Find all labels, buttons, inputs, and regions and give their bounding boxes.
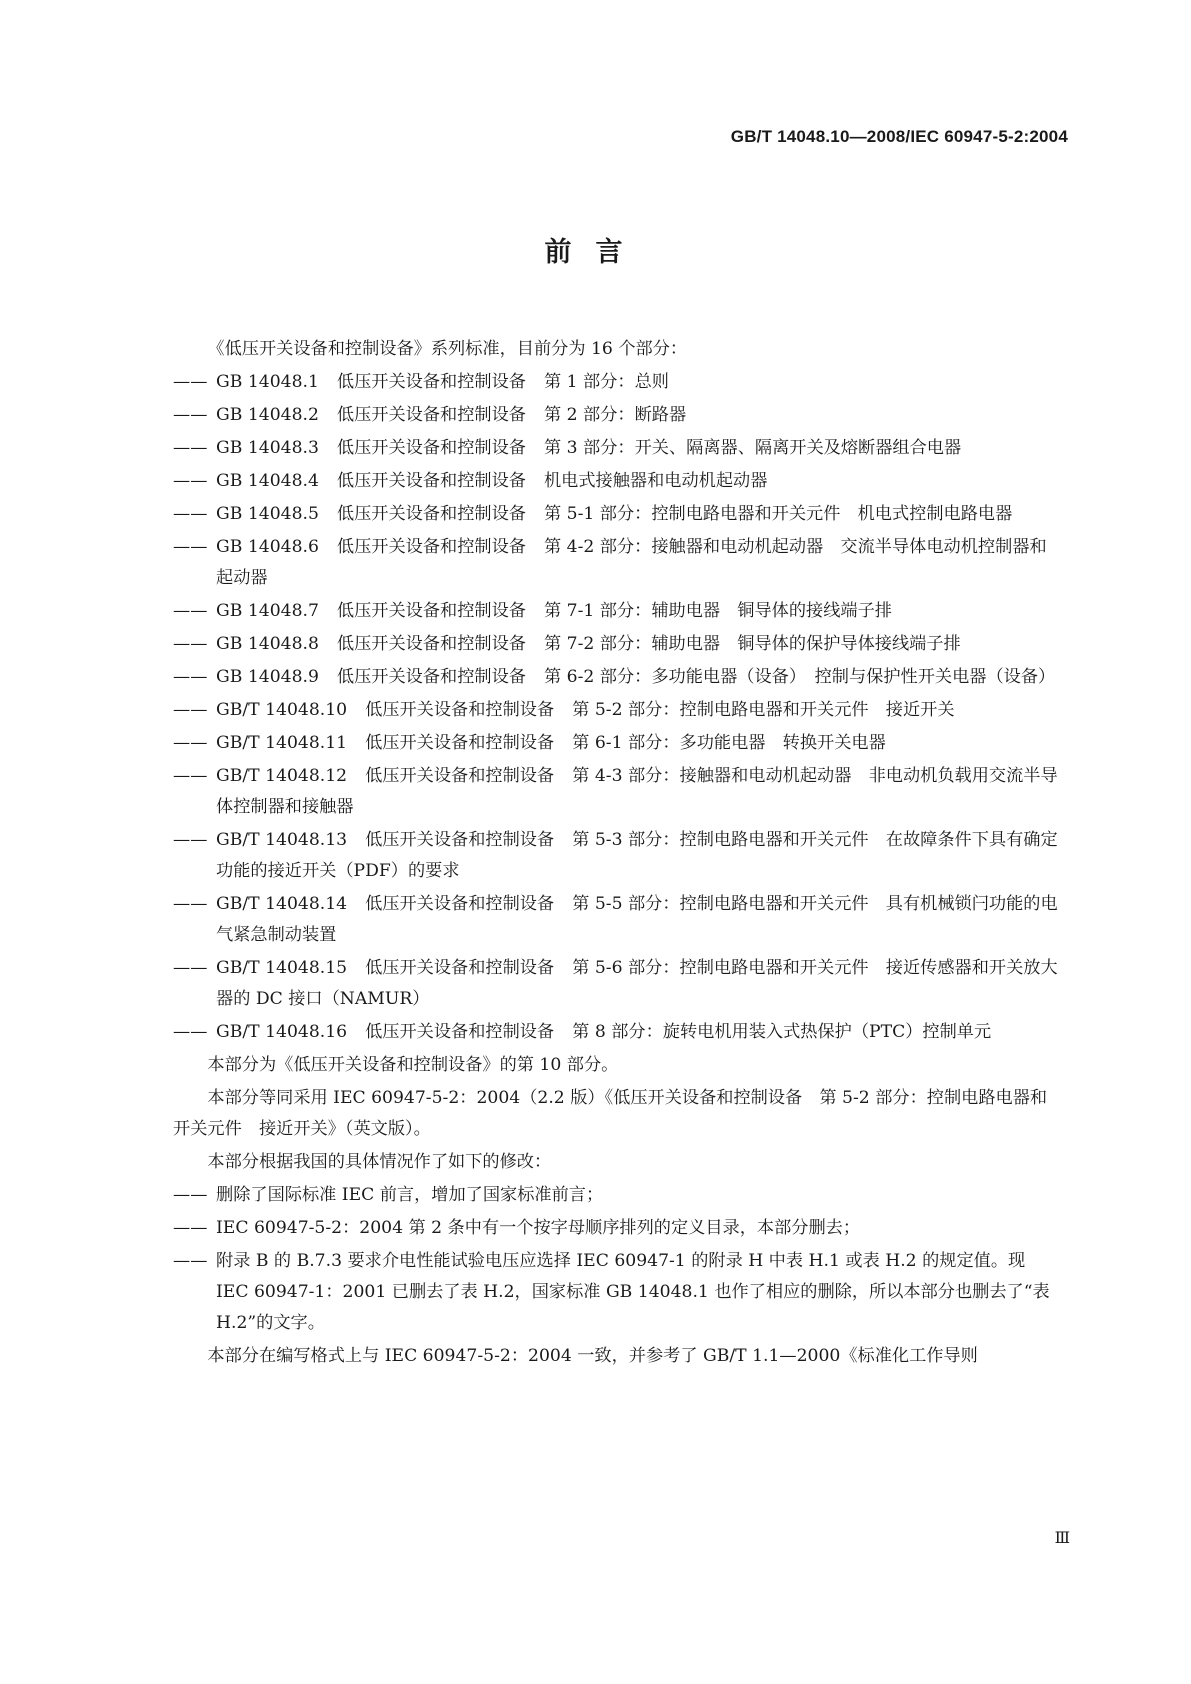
standard-name: 低压开关设备和控制设备	[336, 504, 526, 524]
standard-code: GB 14048.7	[216, 601, 319, 621]
standard-code: GB/T 14048.15	[216, 958, 348, 978]
standard-code: GB/T 14048.13	[216, 830, 348, 850]
list-item	[173, 532, 1059, 594]
standard-part: 第 5-5 部分：控制电路电器和开关元件 具有机械锁闩功能的电气紧急制动装置	[216, 894, 1058, 945]
standard-code: GB/T 14048.11	[216, 733, 348, 753]
standard-name: 低压开关设备和控制设备	[365, 894, 555, 914]
list-item	[173, 953, 1059, 1015]
dash: ——	[173, 958, 208, 978]
standard-name: 低压开关设备和控制设备	[336, 372, 526, 392]
modification-text: 附录 B 的 B.7.3 要求介电性能试验电压应选择 IEC 60947-1 的附录 H 中表 H.1 或表 H.2 的规定值。现 IEC 60947-1：2001 已删去了表 H.2，国家标准 GB 14048.1 也作了相应的删除，所以本部分也删去了“表 H.2”的文字。	[216, 1251, 1050, 1333]
list-item	[173, 761, 1059, 823]
dash: ——	[173, 766, 208, 786]
standard-name: 低压开关设备和控制设备	[365, 1022, 555, 1042]
list-item	[173, 629, 1059, 660]
standard-name: 低压开关设备和控制设备	[336, 537, 526, 557]
list-item	[173, 1213, 1059, 1244]
standard-part: 机电式接触器和电动机起动器	[543, 471, 768, 491]
standard-name: 低压开关设备和控制设备	[365, 830, 555, 850]
list-item	[173, 662, 1059, 693]
list-item	[173, 728, 1059, 759]
modification-intro: 本部分根据我国的具体情况作了如下的修改：	[207, 1152, 552, 1172]
standard-code: GB/T 14048.14	[216, 894, 348, 914]
list-item	[173, 433, 1059, 464]
list-item	[173, 1180, 1059, 1211]
standard-name: 低压开关设备和控制设备	[336, 634, 526, 654]
standard-code: GB/T 14048.10	[216, 700, 348, 720]
dash: ——	[173, 733, 208, 753]
list-item	[173, 889, 1059, 951]
adoption-paragraph: 本部分等同采用 IEC 60947-5-2：2004（2.2 版）《低压开关设备和控制设备 第 5-2 部分：控制电路电器和开关元件 接近开关》（英文版）。	[173, 1088, 1048, 1139]
intro-paragraph: 《低压开关设备和控制设备》系列标准，目前分为 16 个部分：	[207, 339, 688, 359]
list-item	[173, 825, 1059, 887]
dash: ——	[173, 1218, 208, 1238]
part-paragraph: 本部分为《低压开关设备和控制设备》的第 10 部分。	[207, 1055, 619, 1075]
list-item	[173, 400, 1059, 431]
dash: ——	[173, 471, 208, 491]
standard-part: 第 5-2 部分：控制电路电器和开关元件 接近开关	[572, 700, 955, 720]
standard-name: 低压开关设备和控制设备	[365, 733, 555, 753]
page-number: Ⅲ	[1054, 1528, 1070, 1547]
modification-text: 删除了国际标准 IEC 前言，增加了国家标准前言；	[216, 1185, 604, 1205]
dash: ——	[173, 537, 208, 557]
dash: ——	[173, 504, 208, 524]
list-item	[173, 596, 1059, 627]
modification-text: IEC 60947-5-2：2004 第 2 条中有一个按字母顺序排列的定义目录，本部分删去；	[216, 1218, 861, 1238]
standard-name: 低压开关设备和控制设备	[336, 471, 526, 491]
dash: ——	[173, 601, 208, 621]
dash: ——	[173, 830, 208, 850]
standard-code: GB 14048.8	[216, 634, 319, 654]
standard-part: 第 7-2 部分：辅助电器 铜导体的保护导体接线端子排	[543, 634, 961, 654]
dash: ——	[173, 405, 208, 425]
list-item	[173, 499, 1059, 530]
standard-part: 第 2 部分：断路器	[543, 405, 687, 425]
dash: ——	[173, 894, 208, 914]
standards-list	[173, 367, 1059, 1048]
standard-part: 第 5-1 部分：控制电路电器和开关元件 机电式控制电路电器	[543, 504, 1013, 524]
list-item	[173, 466, 1059, 497]
page-title: 前言	[544, 237, 647, 268]
standard-code: GB/T 14048.12	[216, 766, 348, 786]
list-item	[173, 1017, 1059, 1048]
standard-code: GB 14048.1	[216, 372, 319, 392]
standard-part: 第 4-2 部分：接触器和电动机起动器 交流半导体电动机控制器和起动器	[216, 537, 1047, 588]
modifications-list	[173, 1180, 1059, 1339]
standard-name: 低压开关设备和控制设备	[365, 700, 555, 720]
dash: ——	[173, 700, 208, 720]
standard-code: GB 14048.2	[216, 405, 319, 425]
standard-code-header: GB/T 14048.10—2008/IEC 60947-5-2:2004	[730, 127, 1068, 146]
standard-code: GB 14048.9	[216, 667, 319, 687]
format-paragraph: 本部分在编写格式上与 IEC 60947-5-2：2004 一致，并参考了 GB/T 1.1—2000《标准化工作导则	[207, 1346, 978, 1366]
standard-name: 低压开关设备和控制设备	[365, 958, 555, 978]
standard-part: 第 1 部分：总则	[543, 372, 669, 392]
standard-part: 第 7-1 部分：辅助电器 铜导体的接线端子排	[543, 601, 892, 621]
dash: ——	[173, 667, 208, 687]
standard-part: 第 3 部分：开关、隔离器、隔离开关及熔断器组合电器	[543, 438, 962, 458]
standard-part: 第 6-1 部分：多功能电器 转换开关电器	[572, 733, 886, 753]
standard-code: GB 14048.4	[216, 471, 319, 491]
standard-part: 第 5-6 部分：控制电路电器和开关元件 接近传感器和开关放大器的 DC 接口（NAMUR）	[216, 958, 1058, 1009]
list-item	[173, 367, 1059, 398]
standard-code: GB 14048.3	[216, 438, 319, 458]
standard-name: 低压开关设备和控制设备	[336, 405, 526, 425]
list-item	[173, 695, 1059, 726]
standard-part: 第 5-3 部分：控制电路电器和开关元件 在故障条件下具有确定功能的接近开关（PDF）的要求	[216, 830, 1058, 881]
standard-name: 低压开关设备和控制设备	[365, 766, 555, 786]
standard-code: GB/T 14048.16	[216, 1022, 348, 1042]
dash: ——	[173, 438, 208, 458]
standard-name: 低压开关设备和控制设备	[336, 667, 526, 687]
standard-part: 第 4-3 部分：接触器和电动机起动器 非电动机负载用交流半导体控制器和接触器	[216, 766, 1058, 817]
dash: ——	[173, 1251, 208, 1271]
standard-name: 低压开关设备和控制设备	[336, 438, 526, 458]
list-item	[173, 1246, 1059, 1339]
dash: ——	[173, 1022, 208, 1042]
document-body	[173, 334, 1059, 1374]
dash: ——	[173, 634, 208, 654]
standard-part: 第 6-2 部分：多功能电器（设备） 控制与保护性开关电器（设备）	[543, 667, 1056, 687]
standard-code: GB 14048.5	[216, 504, 319, 524]
standard-part: 第 8 部分：旋转电机用装入式热保护（PTC）控制单元	[572, 1022, 992, 1042]
standard-code: GB 14048.6	[216, 537, 319, 557]
standard-name: 低压开关设备和控制设备	[336, 601, 526, 621]
dash: ——	[173, 372, 208, 392]
dash: ——	[173, 1185, 208, 1205]
